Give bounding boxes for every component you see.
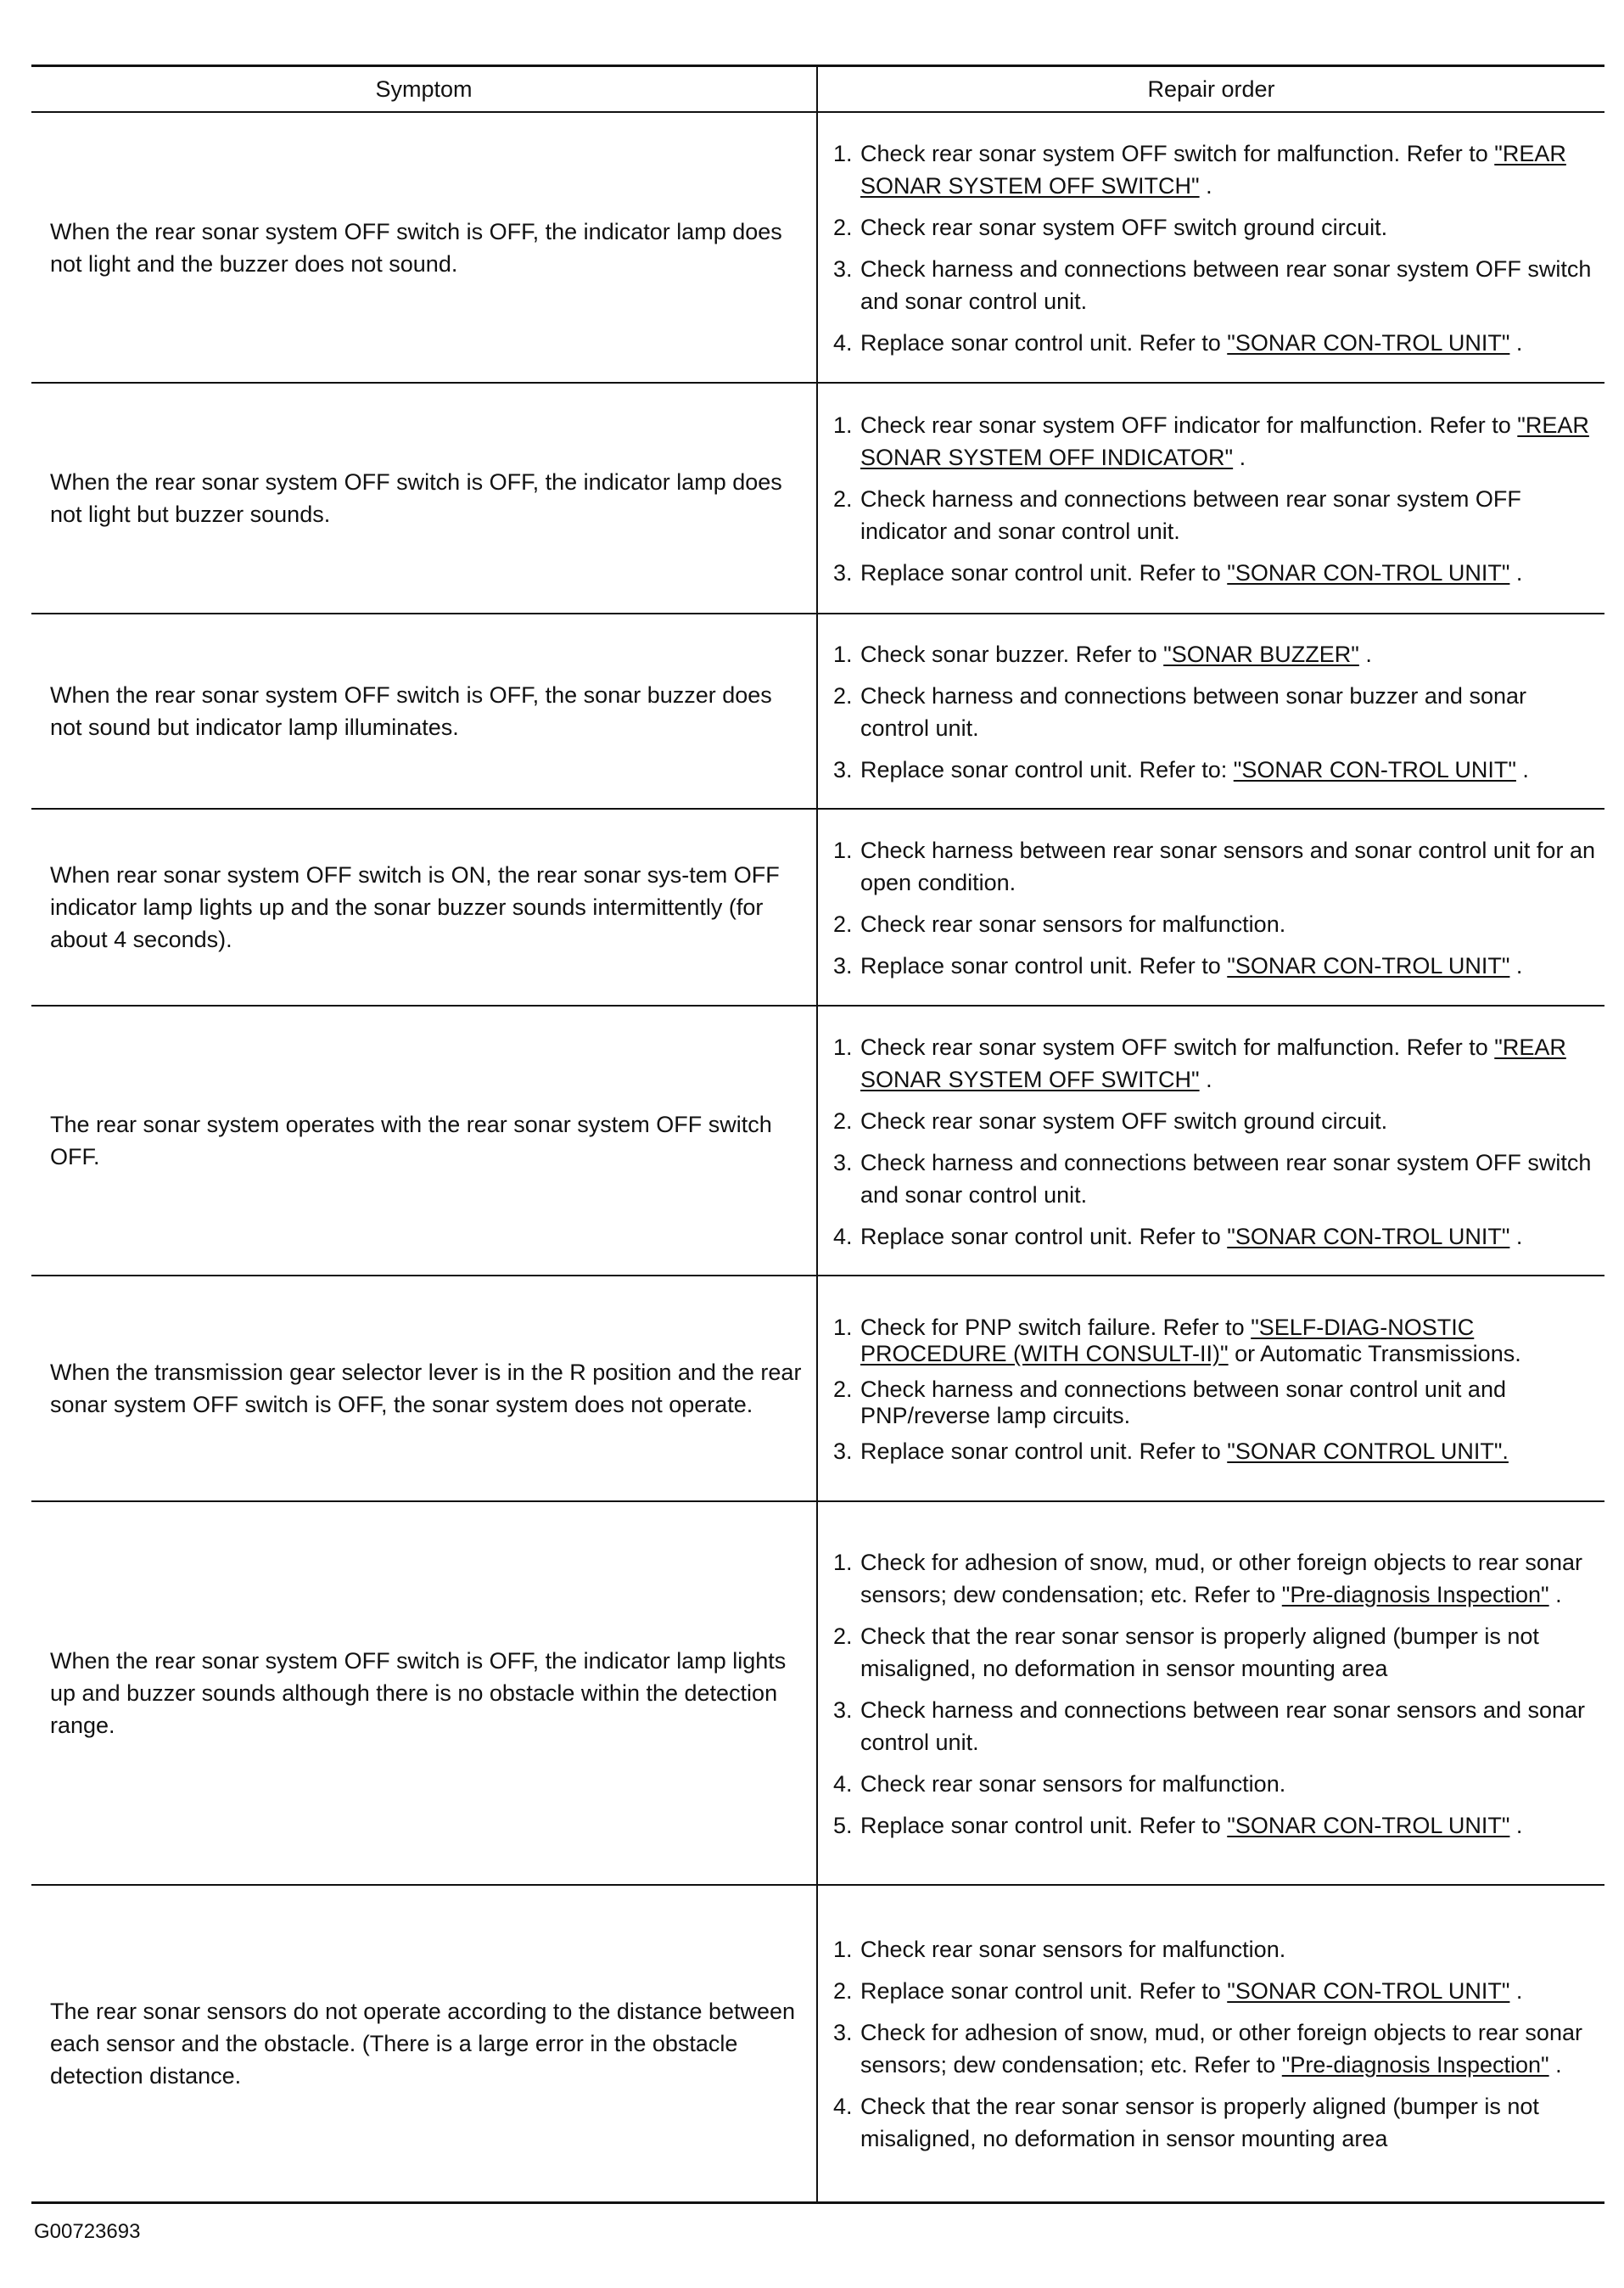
trouble-diagnosis-sheet <box>31 64 1604 2204</box>
repair-step: 2. Check rear sonar system OFF switch ground circuit. <box>833 215 1388 240</box>
repair-cell <box>817 614 1604 809</box>
repair-step: 1. Check harness between rear sonar sensors and sonar control unit for an open condition. <box>833 838 1595 895</box>
reference-link[interactable]: "SELF-DIAG-NOSTIC PROCEDURE (WITH CONSULT-II)" <box>860 1314 1475 1366</box>
symptom-cell: When rear sonar system OFF switch is ON, the rear sonar sys-tem OFF indicator lamp lights up and the sonar buzzer sounds intermittently (for about 4 seconds). <box>31 809 817 1006</box>
reference-link[interactable]: "REAR SONAR SYSTEM OFF SWITCH" <box>860 141 1566 199</box>
symptom-column-header: Symptom <box>31 66 817 113</box>
repair-step: 2. Check rear sonar sensors for malfunction. <box>833 911 1286 937</box>
repair-steps <box>833 638 1596 786</box>
repair-step: 2. Check harness and connections between sonar control unit and PNP/reverse lamp circuits. <box>833 1376 1506 1428</box>
repair-steps <box>833 1546 1596 1842</box>
repair-cell <box>817 1276 1604 1501</box>
repair-cell <box>817 383 1604 614</box>
repair-step: 5. Replace sonar control unit. Refer to "SONAR CON-TROL UNIT" . <box>833 1813 1523 1838</box>
reference-link[interactable]: "SONAR CON-TROL UNIT" <box>1227 953 1510 979</box>
repair-cell <box>817 1006 1604 1276</box>
repair-column-header: Repair order <box>817 66 1604 113</box>
repair-steps <box>833 1031 1596 1253</box>
repair-steps <box>833 834 1596 982</box>
table-row <box>31 614 1604 809</box>
symptom-cell: When the transmission gear selector lever is in the R position and the rear sonar system OFF switch is OFF, the sonar system does not operate. <box>31 1276 817 1501</box>
reference-link[interactable]: "SONAR CON-TROL UNIT" <box>1227 1978 1510 2005</box>
symptom-cell: When the rear sonar system OFF switch is OFF, the indicator lamp lights up and buzzer sounds although there is no obstacle within the detection range. <box>31 1501 817 1885</box>
table-row <box>31 809 1604 1006</box>
repair-step: 1. Check rear sonar sensors for malfunction. <box>833 1937 1286 1963</box>
repair-steps <box>833 1933 1596 2155</box>
repair-step: 1. Check for adhesion of snow, mud, or other foreign objects to rear sonar sensors; dew condensation; etc. Refer to "Pre-diagnosis Inspection" . <box>833 1550 1582 1607</box>
repair-cell <box>817 1501 1604 1885</box>
reference-link[interactable]: "SONAR CON-TROL UNIT" <box>1227 330 1510 356</box>
repair-step: 1. Check rear sonar system OFF indicator for malfunction. Refer to "REAR SONAR SYSTEM OFF INDICATOR" . <box>833 412 1589 470</box>
reference-link[interactable]: "SONAR CON-TROL UNIT" <box>1227 1223 1510 1249</box>
table-header-row <box>31 66 1604 113</box>
repair-cell <box>817 112 1604 383</box>
repair-step: 3. Check harness and connections between rear sonar system OFF switch and sonar control unit. <box>833 1149 1592 1208</box>
repair-step: 3. Replace sonar control unit. Refer to "SONAR CON-TROL UNIT" . <box>833 560 1523 586</box>
repair-step: 1. Check sonar buzzer. Refer to "SONAR BUZZER" . <box>833 642 1372 667</box>
table-row <box>31 1276 1604 1501</box>
reference-link[interactable]: "Pre-diagnosis Inspection" <box>1281 2052 1549 2078</box>
repair-step: 3. Replace sonar control unit. Refer to: "SONAR CON-TROL UNIT" . <box>833 757 1529 782</box>
repair-step: 1. Check rear sonar system OFF switch for malfunction. Refer to "REAR SONAR SYSTEM OFF SWITCH" . <box>833 141 1566 199</box>
reference-link[interactable]: "SONAR CON-TROL UNIT" <box>1233 757 1516 782</box>
repair-step: 2. Check that the rear sonar sensor is properly aligned (bumper is not misaligned, no deformation in sensor mounting area <box>833 1623 1539 1681</box>
symptom-cell: The rear sonar sensors do not operate according to the distance between each sensor and the obstacle. (There is a large error in the obstacle detection distance. <box>31 1885 817 2202</box>
table-row <box>31 1006 1604 1276</box>
repair-step: 2. Check harness and connections between sonar buzzer and sonar control unit. <box>833 683 1526 741</box>
repair-step: 4. Replace sonar control unit. Refer to "SONAR CON-TROL UNIT" . <box>833 330 1523 356</box>
symptom-cell: When the rear sonar system OFF switch is OFF, the indicator lamp does not light and the buzzer does not sound. <box>31 112 817 383</box>
repair-step: 3. Replace sonar control unit. Refer to "SONAR CON-TROL UNIT" . <box>833 953 1523 979</box>
repair-cell <box>817 809 1604 1006</box>
repair-step: 2. Replace sonar control unit. Refer to "SONAR CON-TROL UNIT" . <box>833 1978 1523 2005</box>
repair-step: 3. Check for adhesion of snow, mud, or other foreign objects to rear sonar sensors; dew condensation; etc. Refer to "Pre-diagnosis Inspection" . <box>833 2020 1582 2078</box>
reference-link[interactable]: "SONAR CON-TROL UNIT" <box>1227 1813 1510 1838</box>
repair-step: 4. Check rear sonar sensors for malfunction. <box>833 1771 1286 1797</box>
symptom-cell: The rear sonar system operates with the rear sonar system OFF switch OFF. <box>31 1006 817 1276</box>
repair-step: 1. Check for PNP switch failure. Refer to "SELF-DIAG-NOSTIC PROCEDURE (WITH CONSULT-II)" or Automatic Transmissions. <box>833 1314 1521 1366</box>
symptom-cell: When the rear sonar system OFF switch is OFF, the sonar buzzer does not sound but indicator lamp illuminates. <box>31 614 817 809</box>
table-row <box>31 112 1604 383</box>
figure-id: G00723693 <box>34 2220 141 2243</box>
repair-steps <box>833 409 1596 589</box>
reference-link[interactable]: "SONAR CONTROL UNIT". <box>1227 1438 1509 1464</box>
table-row <box>31 1885 1604 2202</box>
repair-step: 2. Check rear sonar system OFF switch ground circuit. <box>833 1108 1388 1134</box>
symptom-repair-table <box>31 64 1604 2204</box>
repair-step: 4. Check that the rear sonar sensor is properly aligned (bumper is not misaligned, no deformation in sensor mounting area <box>833 2094 1539 2152</box>
table-row <box>31 383 1604 614</box>
repair-step: 3. Check harness and connections between rear sonar sensors and sonar control unit. <box>833 1697 1586 1755</box>
reference-link[interactable]: "REAR SONAR SYSTEM OFF INDICATOR" <box>860 412 1589 470</box>
repair-steps <box>833 137 1596 359</box>
repair-step: 3. Check harness and connections between rear sonar system OFF switch and sonar control unit. <box>833 256 1592 314</box>
reference-link[interactable]: "REAR SONAR SYSTEM OFF SWITCH" <box>860 1034 1566 1092</box>
repair-step: 3. Replace sonar control unit. Refer to "SONAR CONTROL UNIT". <box>833 1438 1509 1464</box>
reference-link[interactable]: "SONAR CON-TROL UNIT" <box>1227 560 1510 586</box>
symptom-cell: When the rear sonar system OFF switch is OFF, the indicator lamp does not light but buzzer sounds. <box>31 383 817 614</box>
table-row <box>31 1501 1604 1885</box>
reference-link[interactable]: "Pre-diagnosis Inspection" <box>1281 1582 1549 1607</box>
repair-step: 1. Check rear sonar system OFF switch for malfunction. Refer to "REAR SONAR SYSTEM OFF SWITCH" . <box>833 1034 1566 1092</box>
reference-link[interactable]: "SONAR BUZZER" <box>1163 642 1359 667</box>
repair-steps <box>833 1315 1596 1465</box>
repair-step: 4. Replace sonar control unit. Refer to "SONAR CON-TROL UNIT" . <box>833 1223 1523 1249</box>
repair-cell <box>817 1885 1604 2202</box>
repair-step: 2. Check harness and connections between rear sonar system OFF indicator and sonar control unit. <box>833 486 1521 544</box>
